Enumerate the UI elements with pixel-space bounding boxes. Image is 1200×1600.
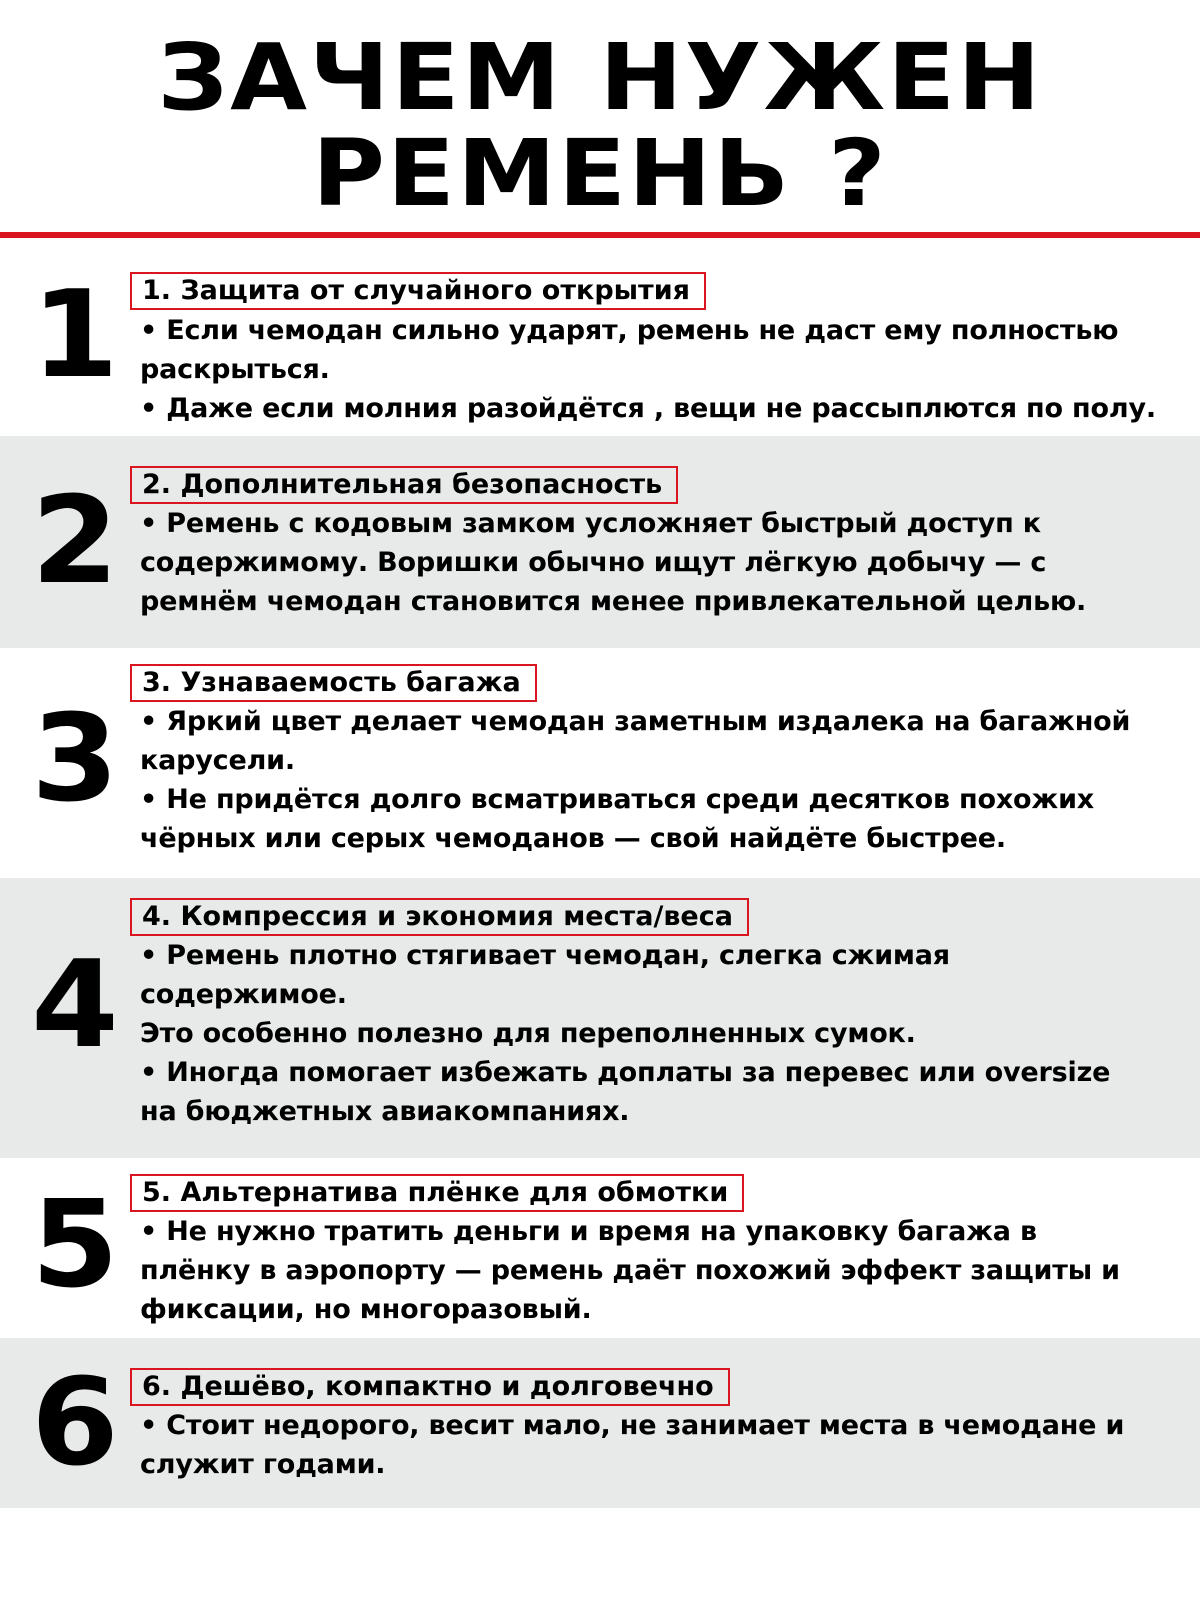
body-line: карусели. xyxy=(140,745,295,776)
section-4 xyxy=(0,878,1200,1158)
section-number: 5 xyxy=(31,1176,119,1315)
section-heading: 2. Дополнительная безопасность xyxy=(130,466,678,504)
body-line: • Ремень с кодовым замком усложняет быстрый доступ к xyxy=(140,508,1041,539)
section-heading: 6. Дешёво, компактно и долговечно xyxy=(130,1368,730,1406)
section-heading: 3. Узнаваемость багажа xyxy=(130,664,537,702)
body-line: • Не придётся долго всматриваться среди десятков похожих xyxy=(140,784,1095,815)
section-body xyxy=(140,1406,1190,1484)
section-body xyxy=(140,504,1190,621)
body-line: • Если чемодан сильно ударят, ремень не даст ему полностью xyxy=(140,315,1119,346)
section-3 xyxy=(0,648,1200,878)
body-line: • Стоит недорого, весит мало, не занимает места в чемодане и xyxy=(140,1410,1125,1441)
body-line: • Даже если молния разойдётся , вещи не рассыплются по полу. xyxy=(140,393,1156,424)
section-number: 6 xyxy=(31,1354,119,1493)
body-line: • Не нужно тратить деньги и время на упаковку багажа в xyxy=(140,1216,1037,1247)
section-6 xyxy=(0,1338,1200,1508)
body-line: содержимое. xyxy=(140,979,347,1010)
body-line: фиксации, но многоразовый. xyxy=(140,1294,592,1325)
section-number: 2 xyxy=(31,472,119,611)
section-number: 1 xyxy=(31,266,119,405)
body-line: на бюджетных авиакомпаниях. xyxy=(140,1096,630,1127)
section-body xyxy=(140,936,1190,1131)
body-line: плёнку в аэропорту — ремень даёт похожий эффект защиты и xyxy=(140,1255,1120,1286)
body-line: раскрыться. xyxy=(140,354,330,385)
body-line: ремнём чемодан становится менее привлекательной целью. xyxy=(140,586,1087,617)
body-line: • Иногда помогает избежать доплаты за перевес или oversize xyxy=(140,1057,1111,1088)
section-heading: 5. Альтернатива плёнке для обмотки xyxy=(130,1174,744,1212)
section-number: 3 xyxy=(31,690,119,829)
body-line: • Ремень плотно стягивает чемодан, слегка сжимая xyxy=(140,940,950,971)
title-line-1: ЗАЧЕМ НУЖЕН xyxy=(157,24,1043,131)
section-heading: 1. Защита от случайного открытия xyxy=(130,272,706,310)
section-1 xyxy=(0,238,1200,436)
section-body xyxy=(140,311,1190,428)
section-heading: 4. Компрессия и экономия места/веса xyxy=(130,898,749,936)
section-body xyxy=(140,702,1190,858)
body-line: содержимому. Воришки обычно ищут лёгкую добычу — с xyxy=(140,547,1047,578)
page-title xyxy=(0,24,1200,227)
section-body xyxy=(140,1212,1190,1329)
body-line: служит годами. xyxy=(140,1449,386,1480)
body-line: чёрных или серых чемоданов — свой найдёте быстрее. xyxy=(140,823,1006,854)
body-line: • Яркий цвет делает чемодан заметным издалека на багажной xyxy=(140,706,1131,737)
section-number: 4 xyxy=(31,936,119,1075)
body-line: Это особенно полезно для переполненных сумок. xyxy=(140,1018,916,1049)
section-2 xyxy=(0,436,1200,648)
title-line-2: РЕМЕНЬ ? xyxy=(312,120,888,227)
section-5 xyxy=(0,1158,1200,1338)
